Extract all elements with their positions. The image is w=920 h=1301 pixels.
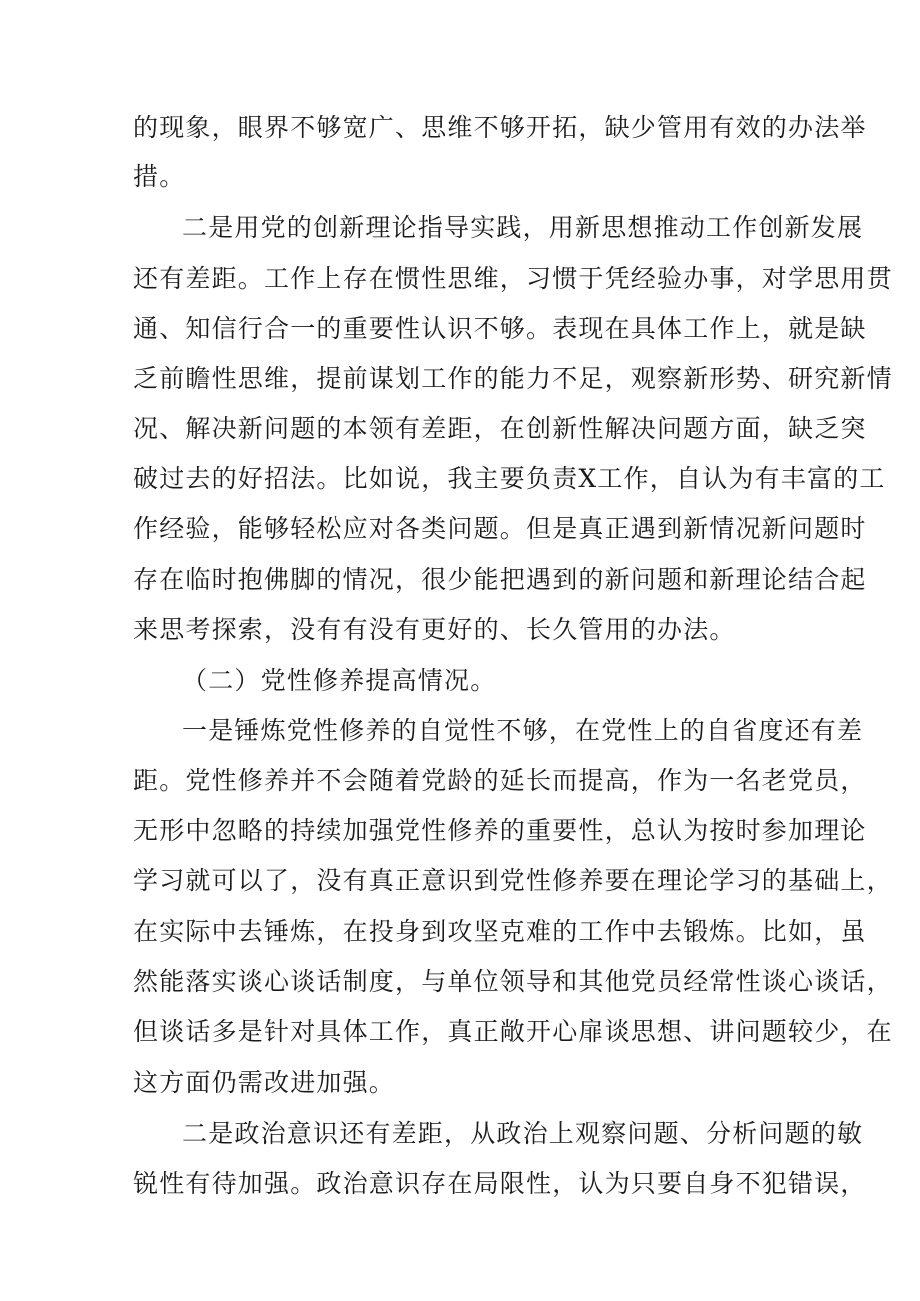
text-line: 还有差距。工作上存在惯性思维，习惯于凭经验办事，对学思用贯 bbox=[133, 264, 893, 293]
text-line: 的现象，眼界不够宽广、思维不够开拓，缺少管用有效的办法举 bbox=[133, 113, 867, 142]
text-line: 但谈话多是针对具体工作，真正敞开心扉谈思想、讲问题较少，在 bbox=[133, 1017, 893, 1046]
text-line: 一是锤炼党性修养的自觉性不够，在党性上的自省度还有差 bbox=[182, 716, 864, 745]
text-line: 破过去的好招法。比如说，我主要负责X工作，自认为有丰富的工 bbox=[133, 464, 886, 493]
text-line: 距。党性修养并不会随着党龄的延长而提高，作为一名老党员， bbox=[133, 766, 867, 795]
text-line: 锐性有待加强。政治意识存在局限性，认为只要自身不犯错误， bbox=[133, 1169, 867, 1198]
text-line: 在实际中去锤炼，在投身到攻坚克难的工作中去锻炼。比如，虽 bbox=[133, 917, 867, 946]
text-line: 况、解决新问题的本领有差距，在创新性解决问题方面，缺乏突 bbox=[133, 414, 867, 443]
text-line: 乏前瞻性思维，提前谋划工作的能力不足，观察新形势、研究新情 bbox=[133, 364, 893, 393]
text-line: 这方面仍需改进加强。 bbox=[133, 1068, 396, 1097]
text-line: 无形中忽略的持续加强党性修养的重要性，总认为按时参加理论 bbox=[133, 816, 867, 845]
text-line: 通、知信行合一的重要性认识不够。表现在具体工作上，就是缺 bbox=[133, 314, 867, 343]
text-line: 存在临时抱佛脚的情况，很少能把遇到的新问题和新理论结合起 bbox=[133, 565, 867, 594]
text-line: 二是政治意识还有差距，从政治上观察问题、分析问题的敏 bbox=[182, 1119, 864, 1148]
section-heading: （二）党性修养提高情况。 bbox=[182, 666, 497, 695]
text-line: 作经验，能够轻松应对各类问题。但是真正遇到新情况新问题时 bbox=[133, 514, 867, 543]
text-line: 学习就可以了，没有真正意识到党性修养要在理论学习的基础上， bbox=[133, 866, 893, 895]
text-line: 然能落实谈心谈话制度，与单位领导和其他党员经常性谈心谈话， bbox=[133, 967, 893, 996]
text-line: 二是用党的创新理论指导实践，用新思想推动工作创新发展 bbox=[182, 213, 864, 242]
text-line: 措。 bbox=[133, 162, 186, 191]
text-line: 来思考探索，没有有没有更好的、长久管用的办法。 bbox=[133, 615, 736, 644]
